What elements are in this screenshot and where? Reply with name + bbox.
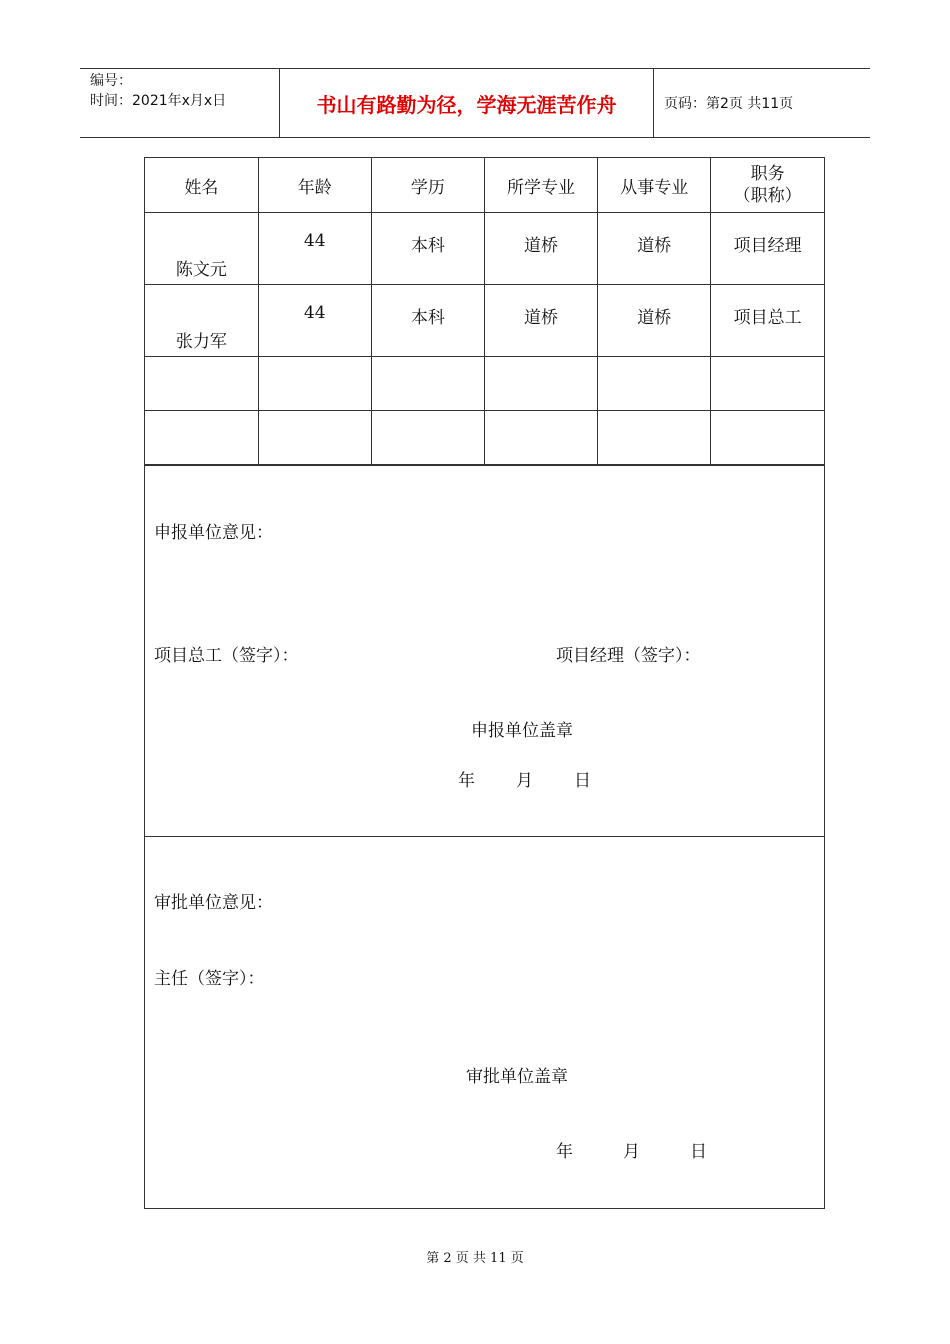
director-sign-label: 主任（签字）： [154, 969, 265, 989]
chief-engineer-sign-label: 项目总工（签字）： [154, 646, 299, 666]
col-education: 学历 [371, 158, 484, 213]
cell-age: 44 [258, 213, 371, 285]
approval-opinion-section [145, 836, 824, 1208]
cell-name: 陈文元 [145, 213, 258, 285]
empty-cell[interactable] [371, 357, 484, 411]
empty-cell[interactable] [258, 411, 371, 465]
col-age: 年龄 [258, 158, 371, 213]
applicant-opinion-section [145, 465, 824, 836]
table-row-empty [145, 357, 824, 411]
col-major: 所学专业 [484, 158, 597, 213]
approval-date-month: 月 [623, 1142, 640, 1162]
header-motto: 书山有路勤为径，学海无涯苦作舟 [280, 69, 654, 137]
page-header [80, 68, 870, 138]
approval-date-day: 日 [690, 1142, 707, 1162]
applicant-date-year: 年 [458, 771, 475, 791]
approval-opinion-label: 审批单位意见： [154, 893, 273, 913]
empty-cell[interactable] [598, 411, 711, 465]
empty-cell[interactable] [711, 357, 824, 411]
applicant-opinion-label: 申报单位意见： [154, 523, 273, 543]
cell-major: 道桥 [484, 285, 597, 357]
cell-education: 本科 [371, 213, 484, 285]
table-row [145, 213, 824, 285]
cell-title: 项目总工 [711, 285, 824, 357]
empty-cell[interactable] [484, 411, 597, 465]
empty-cell[interactable] [145, 357, 258, 411]
col-title-line1: 职务 [750, 164, 785, 184]
empty-cell[interactable] [598, 357, 711, 411]
applicant-date-month: 月 [516, 771, 533, 791]
col-field: 从事专业 [598, 158, 711, 213]
page-footer: 第 2 页 共 11 页 [426, 1251, 524, 1266]
cell-age: 44 [258, 285, 371, 357]
cell-education: 本科 [371, 285, 484, 357]
time-label: 时间：2021年x月x日 [90, 93, 227, 109]
col-title-line2: （职称） [733, 186, 802, 206]
header-page-label: 页码：第2页 共11页 [664, 96, 794, 112]
cell-field: 道桥 [598, 285, 711, 357]
cell-major: 道桥 [484, 213, 597, 285]
header-meta [80, 69, 280, 137]
table-row-empty [145, 411, 824, 465]
empty-cell[interactable] [145, 411, 258, 465]
manager-sign-label: 项目经理（签字）： [556, 646, 701, 666]
cell-title: 项目经理 [711, 213, 824, 285]
approval-seal-label: 审批单位盖章 [466, 1067, 568, 1087]
col-name: 姓名 [145, 158, 258, 213]
empty-cell[interactable] [258, 357, 371, 411]
cell-field: 道桥 [598, 213, 711, 285]
empty-cell[interactable] [484, 357, 597, 411]
serial-label: 编号： [90, 73, 132, 89]
staff-table [145, 158, 824, 465]
application-form [144, 157, 825, 1209]
empty-cell[interactable] [711, 411, 824, 465]
table-row [145, 285, 824, 357]
table-header-row [145, 158, 824, 213]
cell-name: 张力军 [145, 285, 258, 357]
applicant-seal-label: 申报单位盖章 [471, 721, 573, 741]
empty-cell[interactable] [371, 411, 484, 465]
approval-date-year: 年 [556, 1142, 573, 1162]
applicant-date-day: 日 [574, 771, 591, 791]
col-title [711, 158, 824, 213]
